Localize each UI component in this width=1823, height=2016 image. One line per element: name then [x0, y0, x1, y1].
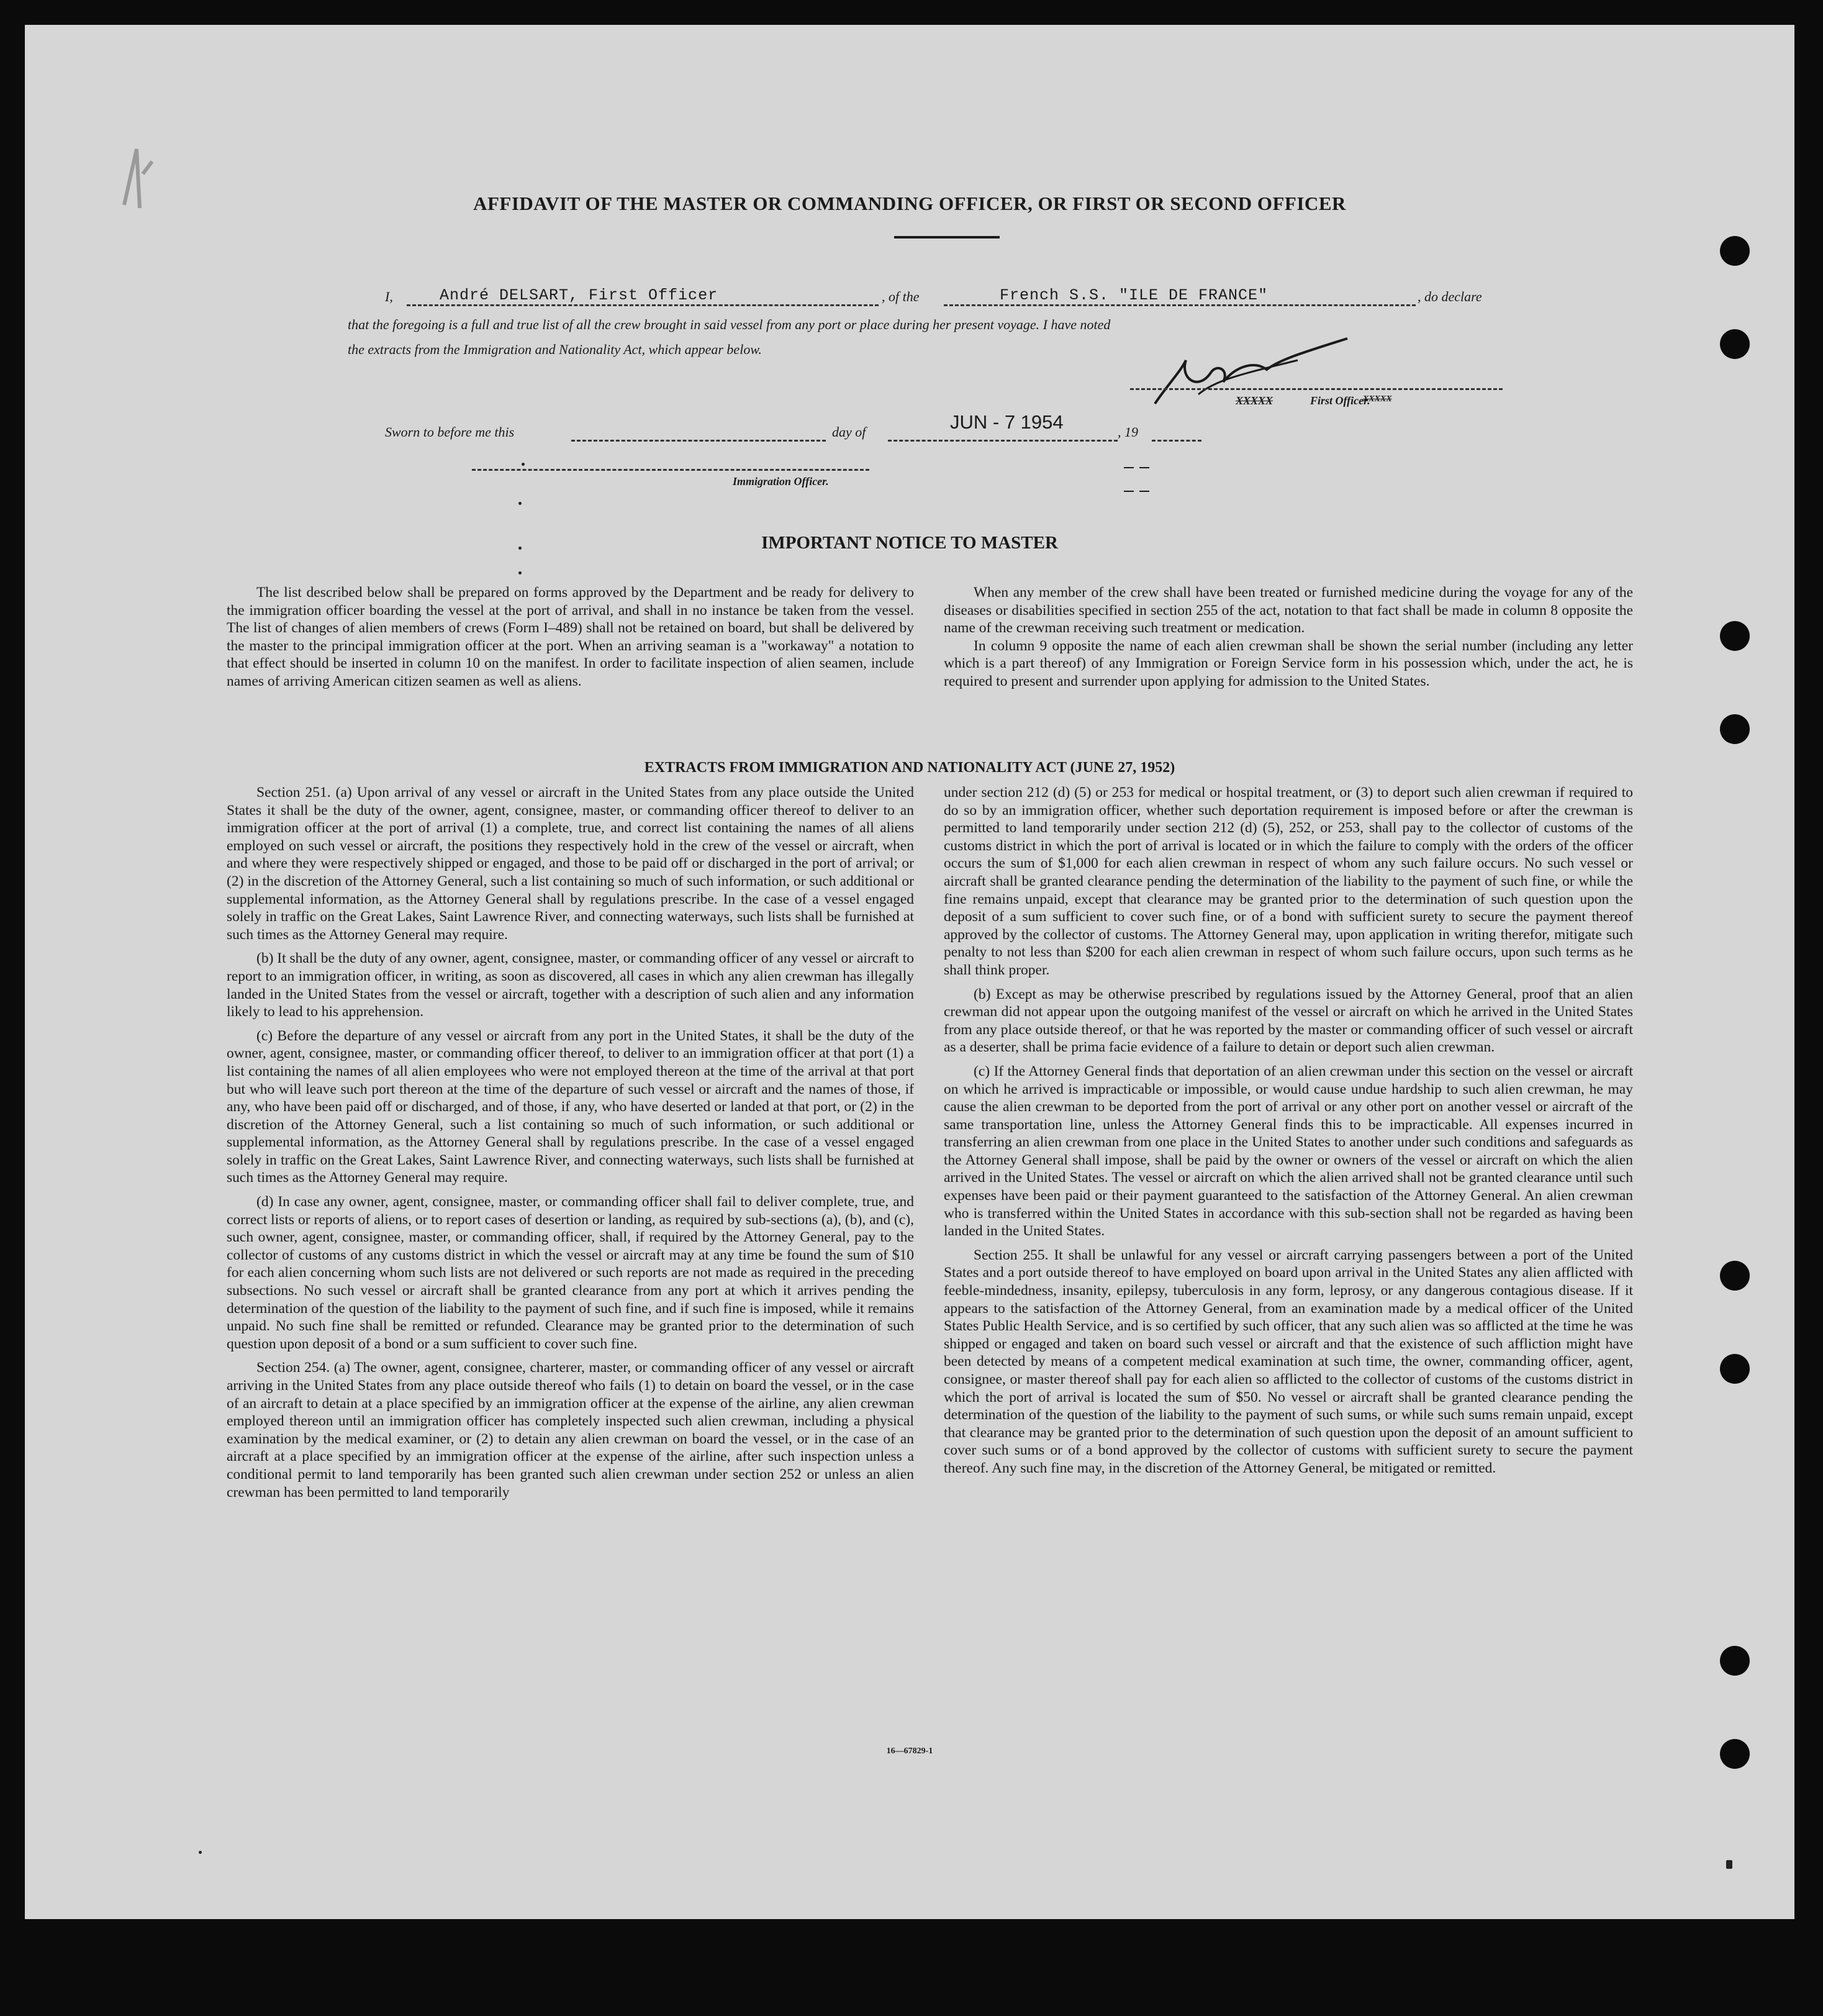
punch-hole	[1720, 236, 1750, 266]
vessel-name: French S.S. "ILE DE FRANCE"	[1000, 286, 1269, 304]
form-code: 16—67829-1	[886, 1746, 933, 1756]
sworn-label: Sworn to before me this	[385, 424, 515, 440]
sworn-date: JUN - 7 1954	[950, 411, 1064, 433]
section-251-d: (d) In case any owner, agent, consignee, master, or commanding officer shall fail to deliver complete, true, and correct lists or reports of aliens, or to report cases of desertion or landing, as required by sub-sections (a), (b), and (c), such owner, agent, consignee, master, or commanding officer, shall, if required by the Attorney General, pay to the collector of customs of any customs district in which the vessel or aircraft may at any time be found the sum of $10 for each alien concerning whom such lists are not delivered or such reports are not made as required in the preceding subsections. No such vessel or aircraft shall be granted clearance from any port at which it arrives pending the determination of the question of the liability to the payment of such fine, and if such fine is imposed, while it remains unpaid. No such fine shall be remitted or refunded. Clearance may be granted prior to the determination of such question upon deposit of a bond or a sum sufficient to cover such fine.	[227, 1194, 914, 1352]
dash-mark	[1124, 467, 1134, 468]
dash-mark	[1124, 491, 1134, 492]
extracts-right-column	[944, 784, 1633, 1478]
punch-hole	[1720, 1261, 1750, 1291]
extracts-title: EXTRACTS FROM IMMIGRATION AND NATIONALITY ACT (JUNE 27, 1952)	[644, 760, 1175, 776]
sworn-day-blank	[571, 440, 826, 442]
dash-mark	[1139, 467, 1149, 468]
notice-left-column	[227, 584, 914, 691]
immigration-officer-label: Immigration Officer.	[733, 475, 829, 488]
punch-hole	[1720, 1354, 1750, 1384]
day-of-label: day of	[832, 424, 866, 440]
notice-title: IMPORTANT NOTICE TO MASTER	[761, 533, 1058, 553]
signature-blank	[1130, 388, 1503, 390]
officer-title-label: First Officer.	[1310, 394, 1370, 407]
name-blank	[407, 304, 879, 306]
month-blank	[888, 440, 1118, 442]
section-254-a-continued: under section 212 (d) (5) or 253 for medical or hospital treatment, or (3) to deport such alien crewman if required to do so by an immigration officer, whether such deportation requirement is imposed before or after the crewman is permitted to land temporarily under section 212 (d) (5), 252, or 253, shall pay to the collector of customs of the customs district in which the port of arrival is located or in which the failure to comply with the orders of the officer occurs the sum of $1,000 for each alien crewman in respect of whom any such failure occurs. No such vessel or aircraft shall be granted clearance pending the determination of the liability to the payment of such fine, or while the fine remains unpaid, except that clearance may be granted prior to the determination of such question upon the deposit of a sum sufficient to cover such fine, or of a bond with sufficient surety to secure the payment thereof approved by the collector of customs. The Attorney General may, upon application in writing therefor, mitigate such penalty to not less than $200 for each alien crewman in respect of whom such failure occurs, upon such terms as he shall think proper.	[944, 784, 1633, 978]
notice-right-paragraph-2: In column 9 opposite the name of each alien crewman shall be shown the serial number (including any letter which is a part thereof) of any Immigration or Foreign Service form in his possession which, under the act, he is required to present and surrender upon applying for admission to the United States.	[944, 637, 1633, 689]
notice-right-column	[944, 584, 1633, 691]
punch-hole	[1720, 1739, 1750, 1769]
punch-hole	[1720, 329, 1750, 359]
speck	[518, 502, 522, 505]
year-blank	[1152, 440, 1201, 442]
do-declare-label: , do declare	[1418, 289, 1482, 304]
declaration-line-3: the extracts from the Immigration and Nationality Act, which appear below.	[348, 342, 762, 357]
of-the-label: , of the	[882, 289, 920, 304]
corner-mark	[1726, 1860, 1732, 1869]
immigration-officer-blank	[472, 469, 869, 471]
speck	[199, 1851, 202, 1854]
dash-mark	[1139, 491, 1149, 492]
struck-text-2: XXXXX	[1363, 394, 1392, 404]
declaration-prefix: I,	[385, 289, 393, 304]
speck	[518, 571, 522, 574]
officer-name: André DELSART, First Officer	[440, 286, 718, 304]
section-255: Section 255. It shall be unlawful for any vessel or aircraft carrying passengers between a port of the United States and a port outside thereof to have employed on board upon arrival in the United States any alien afflicted with feeble-mindedness, insanity, epilepsy, tuberculosis in any form, leprosy, or any dangerous contagious disease. If it appears to the satisfaction of the Attorney General, from an examination made by a medical officer of the United States Public Health Service, and is so certified by such officer, that any such alien was so afflicted at the time he was shipped or engaged and taken on board such vessel or aircraft and that the existence of such affliction might have been detected by means of a competent medical examination at such time, the owner, commanding officer, agent, consignee, or master thereof shall pay for each alien so afflicted to the collector of customs of the customs district in which the port of arrival is located the sum of $50. No vessel or aircraft shall be granted clearance pending the determination of the question of the liability to the payment of such sums, or while such sums remain unpaid, except that clearance may be granted prior to the determination of such question upon the deposit of an amount sufficient to cover such sums or of a bond approved by the collector of customs with sufficient surety to secure the payment thereof. Any such fine may, in the discretion of the Attorney General, be mitigated or remitted.	[944, 1246, 1633, 1476]
section-254-a: Section 254. (a) The owner, agent, consignee, charterer, master, or commanding officer of any vessel or aircraft arriving in the United States from any place outside thereof who fails (1) to detain on board the vessel, or in the case of an aircraft to detain at a place specified by an immigration officer at the expense of the airline, any alien crewman employed thereon until an immigration officer has completely inspected such alien crewman, including a physical examination by the medical examiner, or (2) to detain any alien crewman on board the vessel, or in the case of an aircraft at a place specified by an immigration officer at the expense of the airline, after such inspection unless a conditional permit to land temporarily has been granted such alien crewman under section 252 or unless an alien crewman has been permitted to land temporarily	[227, 1360, 914, 1501]
punch-hole	[1720, 621, 1750, 651]
notice-right-paragraph-1: When any member of the crew shall have been treated or furnished medicine during the voyage for any of the diseases or disabilities specified in section 255 of the act, notation to that fact shall be made in column 8 opposite the name of the crewman receiving such treatment or medication.	[944, 584, 1633, 637]
section-251-b: (b) It shall be the duty of any owner, agent, consignee, master, or commanding officer of any vessel or aircraft to report to an immigration officer, in writing, as soon as discovered, all cases in which any alien crewman has illegally landed in the United States from the vessel or aircraft, together with a description of such alien and any information likely to lead to his apprehension.	[227, 950, 914, 1020]
section-254-b: (b) Except as may be otherwise prescribed by regulations issued by the Attorney General, proof that an alien crewman did not appear upon the outgoing manifest of the vessel or aircraft on which he arrived in the United States from any place outside thereof, or that he was reported by the master or commanding officer of such vessel or aircraft as a deserter, shall be prima facie evidence of a failure to detain or deport such alien crewman.	[944, 986, 1633, 1056]
document-sheet	[25, 25, 1794, 1919]
section-254-c: (c) If the Attorney General finds that deportation of an alien crewman under this section on the vessel or aircraft on which he arrived is impracticable or impossible, or would cause undue hardship to such alien crewman, he may cause the alien crewman to be deported from the port of arrival or any other port on another vessel or aircraft of the same transportation line, unless the Attorney General finds this to be impracticable. All expenses incurred in transferring an alien crewman from one place in the United States to another under such conditions and safeguards as the Attorney General shall impose, shall be paid by the owner or owners of the vessel or aircraft on which the alien arrived in the United States. The vessel or aircraft on which the alien arrived shall not be granted clearance until such expenses have been paid or their payment guaranteed to the satisfaction of the Attorney General. An alien crewman who is transferred within the United States in accordance with this sub-section shall not be regarded as having been landed in the United States.	[944, 1063, 1633, 1240]
speck	[522, 463, 525, 466]
document-title: AFFIDAVIT OF THE MASTER OR COMMANDING OFFICER, OR FIRST OR SECOND OFFICER	[473, 193, 1346, 214]
punch-hole	[1720, 1646, 1750, 1676]
extracts-left-column	[227, 784, 914, 1501]
notice-left-paragraph: The list described below shall be prepared on forms approved by the Department and be ready for delivery to the immigration officer boarding the vessel at the port of arrival, and shall in no instance be taken from the vessel. The list of changes of alien members of crews (Form I–489) shall not be retained on board, but shall be delivered by the master to the principal immigration officer at the port. When an arriving seaman is a "workaway" a notation to that effect should be inserted in column 10 on the manifest. In order to facilitate inspection of alien seamen, include names of arriving American citizen seamen as well as aliens.	[227, 584, 914, 689]
title-underline	[894, 236, 1000, 238]
section-251-a: Section 251. (a) Upon arrival of any vessel or aircraft in the United States from any place outside the United States it shall be the duty of the owner, agent, consignee, master, or commanding officer thereof to deliver to an immigration officer at the port of arrival (1) a complete, true, and correct list containing the names of all aliens employed on such vessel or aircraft, the positions they respectively hold in the crew of the vessel or aircraft, when and where they were respectively shipped or engaged, and those to be paid off or discharged in the port of arrival; or (2) in the discretion of the Attorney General, such a list containing so much of such information, or such additional or supplemental information, as the Attorney General shall by regulations prescribe. In the case of a vessel engaged solely in traffic on the Great Lakes, Saint Lawrence River, and connecting waterways, such lists shall be furnished at such times as the Attorney General may require.	[227, 784, 914, 943]
section-251-c: (c) Before the departure of any vessel or aircraft from any port in the United States, it shall be the duty of the owner, agent, consignee, master, or commanding officer thereof, to deliver to an immigration officer at that port (1) a list containing the names of all alien employees who were not employed thereon at the time of the arrival at that port but who will leave such port thereon at the time of the departure of such vessel or aircraft and the names of those, if any, who have been paid off or discharged, and of those, if any, who have deserted or landed at that port, or (2) in the discretion of the Attorney General, such a list containing so much of such information, or such additional or supplemental information, as the Attorney General shall by regulations prescribe. In the case of a vessel engaged solely in traffic on the Great Lakes, Saint Lawrence River, and connecting waterways, such lists shall be furnished at such times as the Attorney General may require.	[227, 1027, 914, 1186]
declaration-line-2: that the foregoing is a full and true list of all the crew brought in said vessel from any port or place during her present voyage. I have noted	[348, 317, 1111, 332]
struck-text-1: XXXXX	[1236, 394, 1273, 407]
punch-hole	[1720, 714, 1750, 744]
vessel-blank	[944, 304, 1416, 306]
year-prefix: , 19	[1118, 424, 1138, 440]
